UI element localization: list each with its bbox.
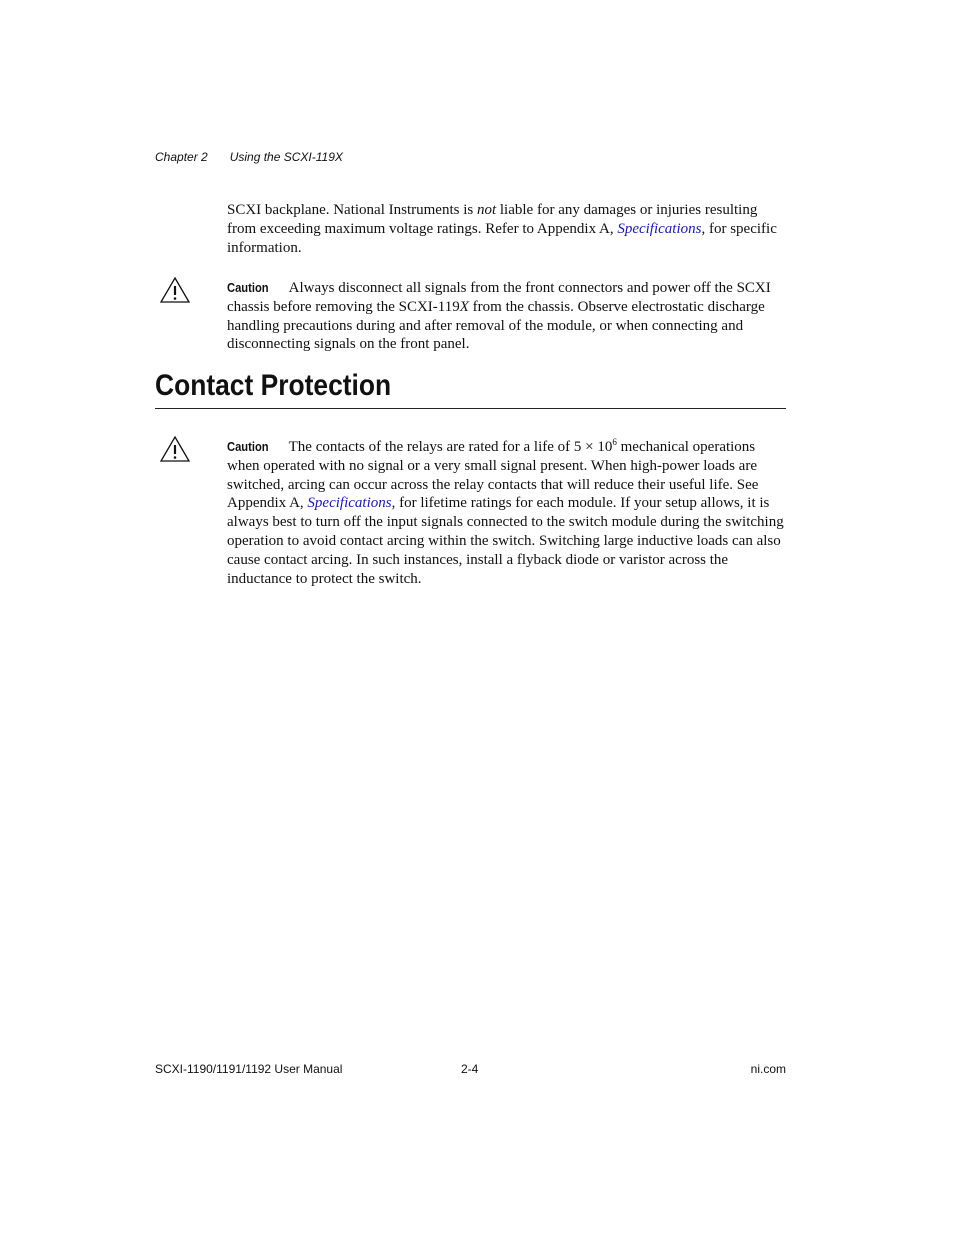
specifications-link[interactable]: Specifications [617, 220, 702, 237]
header-chapter: Chapter 2 [155, 150, 208, 164]
warning-triangle-icon [159, 275, 191, 305]
footer-manual-title: SCXI-1190/1191/1192 User Manual [155, 1062, 343, 1076]
warning-triangle-icon [159, 434, 191, 464]
specifications-link[interactable]: Specifications [307, 495, 392, 512]
section-rule [155, 408, 786, 409]
emphasis-not: not [476, 202, 497, 218]
caution-label: Caution [227, 280, 269, 295]
text-run: SCXI backplane. National Instruments is [227, 202, 477, 218]
text-run: , for lifetime ratings for each module. If your setup allows, it is always best to turn off the input signals connected to the switch module during the switching operation to avoid contact arcing within the switch. Switching large inductive loads can also cause contact arcing. In such instances, install a flyback diode or varistor across the inductance to protect the switch. [227, 495, 784, 587]
intro-paragraph [227, 201, 787, 257]
superscript-exponent: 6 [612, 437, 617, 447]
text-run: , for specific information. [227, 220, 777, 256]
footer-page-number: 2-4 [461, 1062, 479, 1076]
caution-disconnect [227, 279, 787, 354]
text-run: Always disconnect all signals from the front connectors and power off the SCXI chassis before removing the SCXI-119 [227, 280, 771, 315]
text-run-italic: X [459, 298, 469, 315]
text-run: from the chassis. Observe electrostatic discharge handling precautions during and after removal of the module, or when connecting and disconnecting signals on the front panel. [227, 298, 765, 353]
caution-label: Caution [227, 439, 269, 454]
running-header [155, 150, 343, 164]
section-title: Contact Protection [155, 369, 392, 402]
footer-website: ni.com [750, 1062, 786, 1076]
text-run: The contacts of the relays are rated for a life of 5 × 10 [288, 439, 613, 455]
text-run: liable for any damages or injuries resulting from exceeding maximum voltage ratings. Refer to Appendix A, [227, 202, 758, 237]
caution-contact-life [227, 438, 787, 588]
header-section: Using the SCXI-119X [229, 150, 343, 164]
text-run: mechanical operations when operated with no signal or a very small signal present. When high-power loads are switched, arcing can occur across the relay contacts that will reduce their useful life. See Appendix A, [227, 439, 759, 512]
